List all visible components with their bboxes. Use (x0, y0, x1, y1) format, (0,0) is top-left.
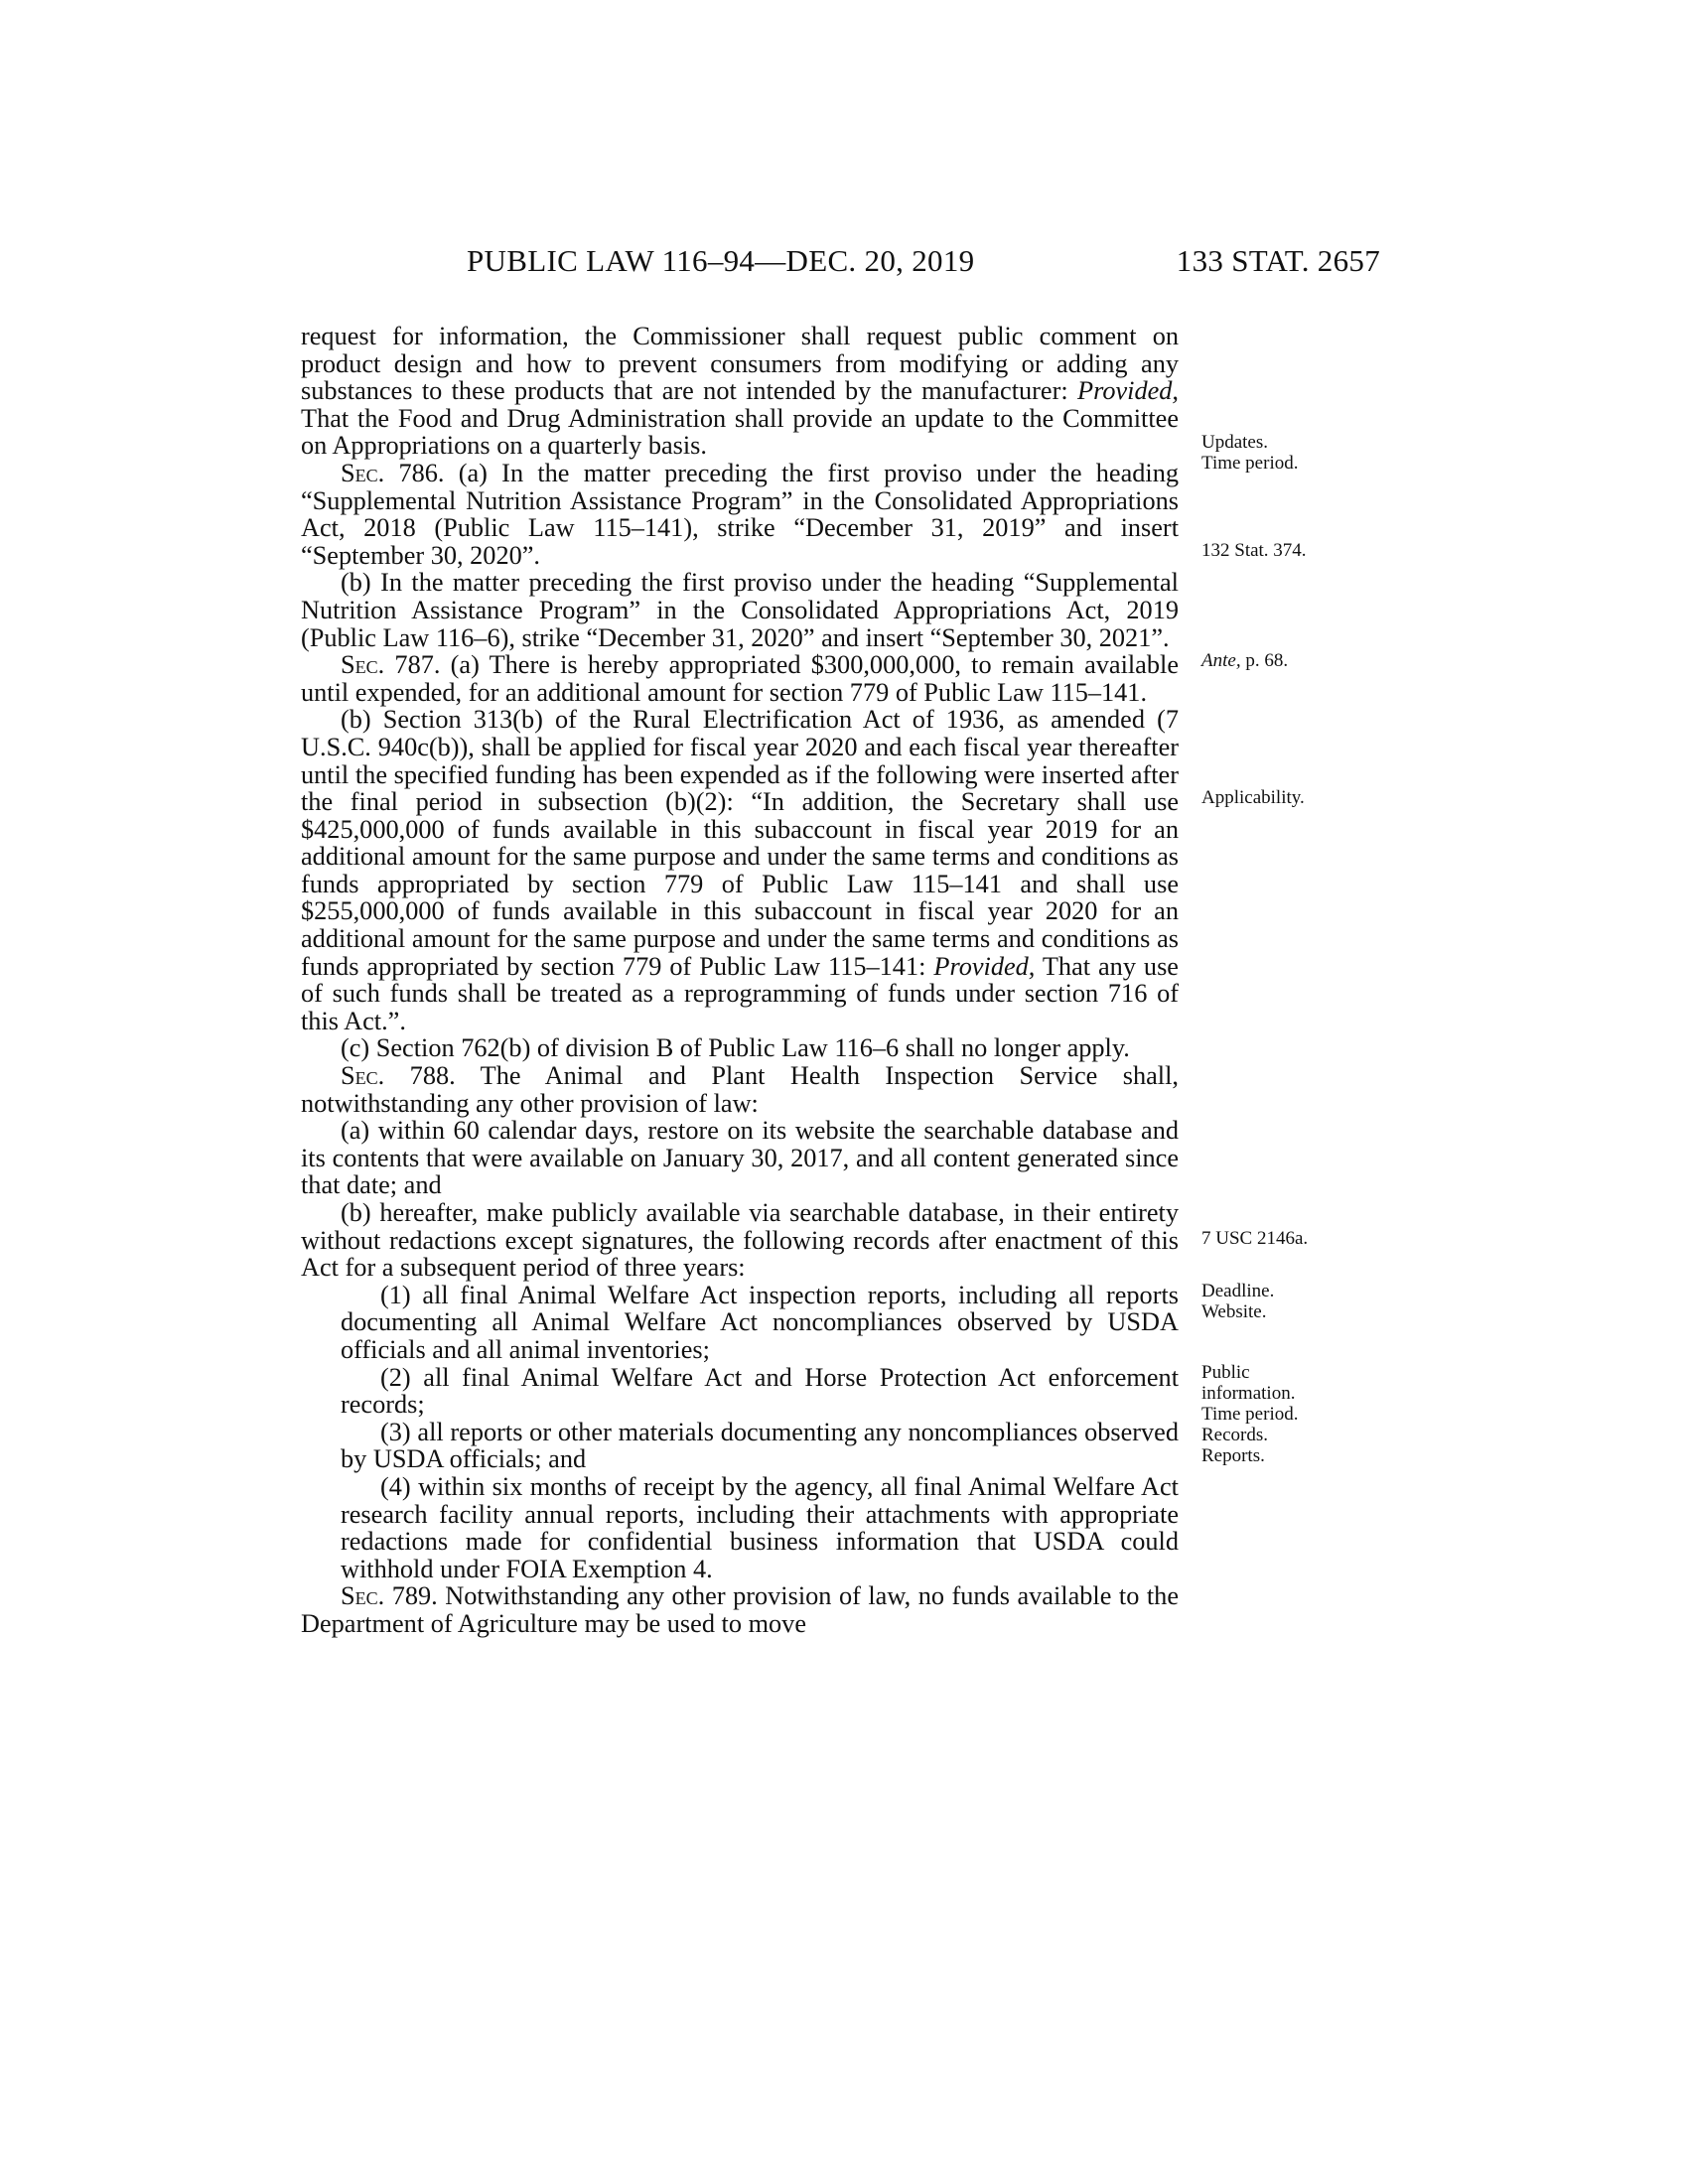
section-787-c: (c) Section 762(b) of division B of Public Law 116–6 shall no longer apply. (341, 1033, 1130, 1063)
sec-label: Sec. (341, 1061, 385, 1091)
sec-label: Sec. (341, 650, 385, 680)
provided-italic: Provided, (1077, 376, 1179, 406)
margin-note-updates: Updates. Time period. (1201, 432, 1299, 474)
sec-label: Sec. (341, 1581, 385, 1611)
margin-note-usc-reference: 7 USC 2146a. (1201, 1228, 1309, 1249)
margin-note-applicability: Applicability. (1201, 787, 1305, 808)
section-786-b: (b) In the matter preceding the first proviso under the heading “Supplemental Nutrition Assistance Program” in the Consolidated Appropriations Act, 2019 (Public Law 116–6), strike “December 31, 2020” and insert “September 30, 2021”. (301, 568, 1179, 652)
section-787-b: (b) Section 313(b) of the Rural Electrification Act of 1936, as amended (7 U.S.C. 940c(b)), shall be applied for fiscal year 2020 and each fiscal year thereafter until the specified funding has been expended as if the following were inserted after the final period in subsection (b)(2): “In addition, the Secretary shall use $425,000,000 of funds available in this subaccount in fiscal year 2019 for an additional amount for the same purpose and under the same terms and conditions as funds appropriated by section 779 of Public Law 115–141 and shall use $255,000,000 of funds available in this subaccount in fiscal year 2020 for an additional amount for the same purpose and under the same terms and conditions as funds appropriated by section 779 of Public Law 115–141: Provided, That any use of such funds shall be treated as a reprogramming of funds under section 716 of this Act.”. (301, 705, 1179, 1035)
section-788-b-2: (2) all final Animal Welfare Act and Horse Protection Act enforcement records; (341, 1362, 1179, 1420)
section-788-b: (b) hereafter, make publicly available via searchable database, in their entirety without redactions except signatures, the following records after enactment of this Act for a subsequent period of three years: (301, 1198, 1179, 1283)
section-788: Sec. 788. The Animal and Plant Health Inspection Service shall, notwithstanding any other provision of law: (301, 1061, 1179, 1118)
paragraph-continued: request for information, the Commissioner shall request public comment on product design and how to prevent consumers from modifying or adding any substances to these products that are not intended by the manufacturer: Provided, That the Food and Drug Administration shall provide an update to the Committee on Appropriations on a quarterly basis. (301, 322, 1179, 461)
section-789: Sec. 789. Notwithstanding any other provision of law, no funds available to the Department of Agriculture may be used to move (301, 1581, 1179, 1638)
margin-note-deadline: Deadline. Website. (1201, 1281, 1275, 1322)
provided-italic: Provided, (933, 951, 1036, 981)
sec-label: Sec. (341, 458, 385, 487)
margin-note-public-information: Public information. Time period. Records. Reports. (1201, 1362, 1299, 1466)
section-788-b-4: (4) within six months of receipt by the agency, all final Animal Welfare Act research facility annual reports, including their attachments with appropriate redactions made for confidential business information that USDA could withhold under FOIA Exemption 4. (341, 1471, 1179, 1583)
section-787-a: Sec. 787. (a) There is hereby appropriated $300,000,000, to remain available until expended, for an additional amount for section 779 of Public Law 115–141. (301, 650, 1179, 707)
margin-note-ante: Ante, p. 68. (1201, 650, 1289, 671)
section-788-b-3: (3) all reports or other materials documenting any noncompliances observed by USDA officials; and (341, 1417, 1179, 1474)
margin-note-statute-reference: 132 Stat. 374. (1201, 540, 1307, 561)
running-head: PUBLIC LAW 116–94—DEC. 20, 2019 (467, 243, 975, 278)
body-text (301, 323, 1179, 1638)
page-header (298, 243, 1380, 283)
section-788-b-1: (1) all final Animal Welfare Act inspection reports, including all reports documenting all Animal Welfare Act noncompliances observed by USDA officials and all animal inventories; (341, 1280, 1179, 1364)
section-788-a: (a) within 60 calendar days, restore on its website the searchable database and its contents that were available on January 30, 2017, and all content generated since that date; and (301, 1116, 1179, 1200)
section-786-a: Sec. 786. (a) In the matter preceding the first proviso under the heading “Supplemental Nutrition Assistance Program” in the Consolidated Appropriations Act, 2018 (Public Law 115–141), strike “December 31, 2019” and insert “September 30, 2020”. (301, 458, 1179, 570)
statute-page-number: 133 STAT. 2657 (1176, 243, 1380, 278)
